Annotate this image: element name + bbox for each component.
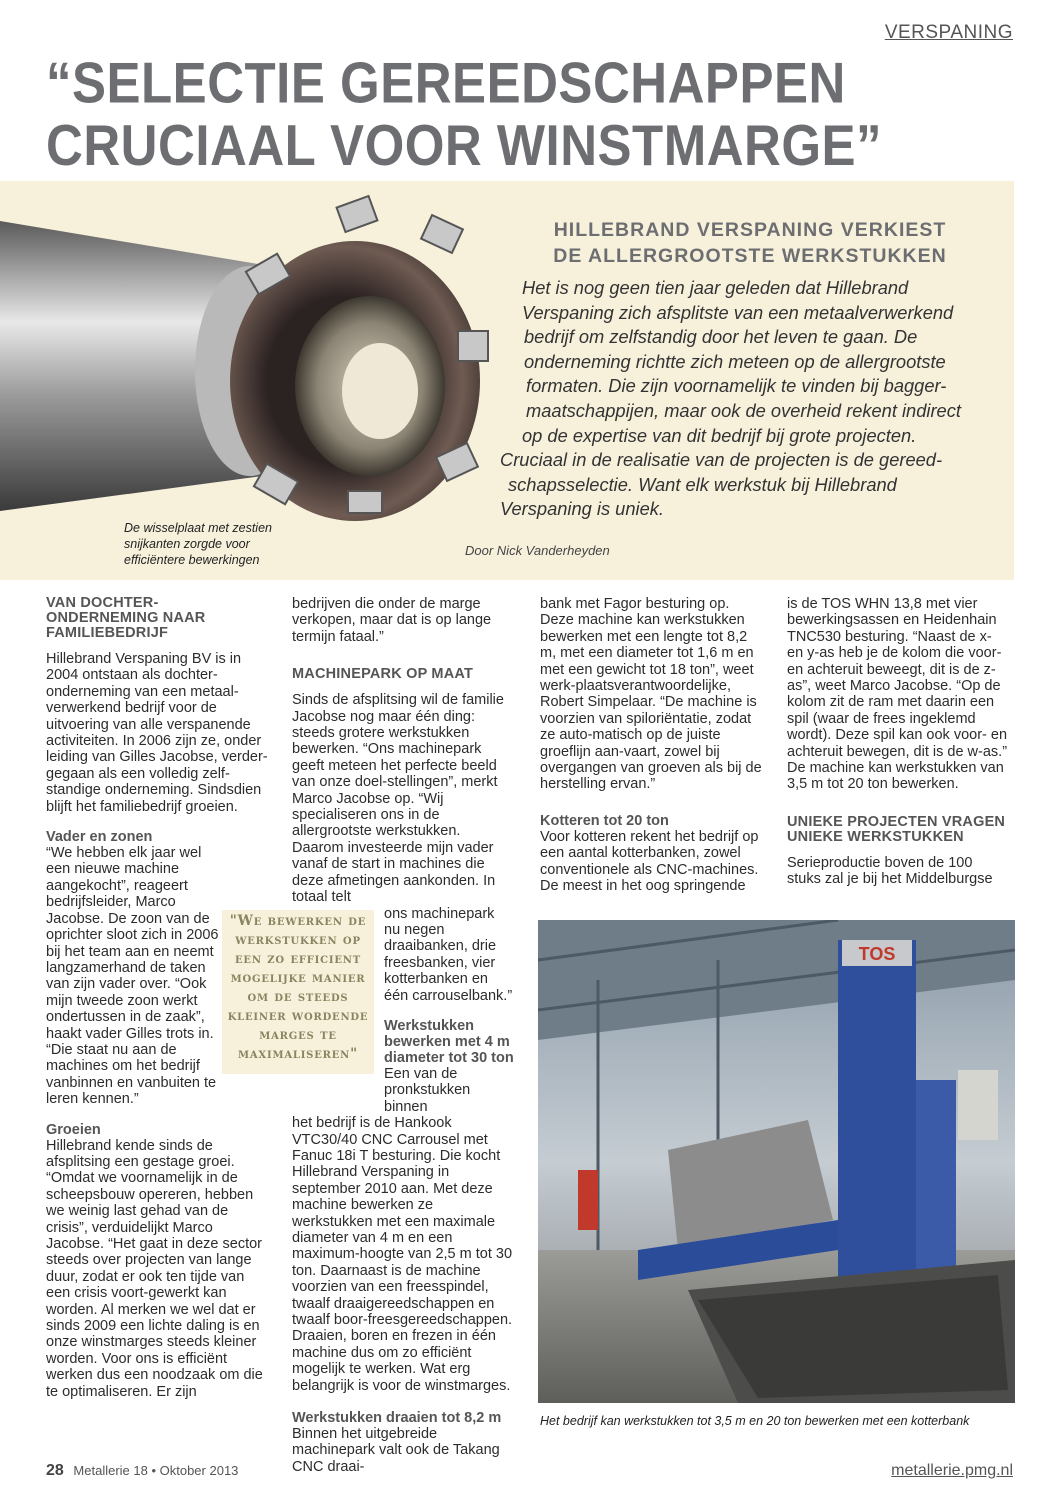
subheading: Werkstukken bewerken met 4 m diameter tot 30 ton bbox=[384, 1017, 514, 1066]
pull-quote-line: werkstukken op bbox=[235, 932, 361, 948]
paragraph: Hillebrand Verspaning BV is in 2004 ontstaan als dochter-onderneming van een metaal-verwerkend bedrijf voor de uitvoering van alle verspanende activiteiten. In 2006 zijn ze, onder leiding van Gilles Jacobse, verder-gegaan als een volledig zelf-standige onderneming. Sindsdien blijft het familiebedrijf groeien. bbox=[46, 651, 268, 815]
intro-heading-line-1: HILLEBRAND VERSPANING VERKIEST bbox=[553, 219, 947, 241]
paragraph: Voor kotteren rekent het bedrijf op een aantal kotterbanken, zowel conventionele als CNC-machines. De meest in het oog springende bbox=[540, 828, 759, 895]
paragraph: Binnen het uitgebreide machinepark valt ook de Takang CNC draai- bbox=[292, 1426, 500, 1475]
intro-line: onderneming richtte zich meteen op de allergrootste bbox=[524, 350, 946, 372]
paragraph: bank met Fagor besturing op. Deze machine kan werkstukken bewerken met een lengte tot 8,2 m, met een diameter tot 1,6 m en met een gewicht tot 18 ton”, weet werk-plaatsverantwoordelijke, Robert Simpelaar. “De machine is voorzien van spiloriëntatie, zodat ze auto-matisch op de juiste groeflijn aan-vaart, zowel bij overgangen van groeven als bij de herstelling ervan.” bbox=[540, 596, 762, 793]
pull-quote-line: mogelijke manier bbox=[230, 970, 366, 986]
page-number: 28 bbox=[46, 1462, 64, 1479]
intro-line: Het is nog geen tien jaar geleden dat Hillebrand bbox=[522, 277, 909, 298]
issue-info: Metallerie 18 • Oktober 2013 bbox=[73, 1463, 239, 1478]
paragraph: ons machinepark nu negen draaibanken, drie freesbanken, vier kotterbanken en één carrouselbank.” bbox=[384, 905, 513, 1004]
headline bbox=[46, 52, 1006, 177]
paragraph: bedrijven die onder de marge verkopen, maar dat is op lange termijn fataal.” bbox=[292, 596, 492, 645]
section-heading: VAN DOCHTER-ONDERNEMING NAAR FAMILIEBEDRIJF bbox=[46, 595, 206, 641]
subheading: Groeien bbox=[46, 1121, 101, 1138]
paragraph: “We hebben elk jaar wel een nieuwe machine aangekocht”, reageert bedrijfsleider, Marco Jacobse. De zoon van de oprichter sloot zich in 2006 bij het team aan en neemt langzamerhand de taken van zijn vader over. “Ook mijn tweede zoon werkt ondertussen in de zaak”, haakt vader Gilles trots in. “Die staat nu aan de machines om het bedrijf vanbinnen en vanbuiten te leren kennen.” bbox=[46, 845, 219, 1108]
paragraph: Serieproductie boven de 100 stuks zal je bij het Middelburgse bbox=[787, 854, 993, 888]
paragraph: is de TOS WHN 13,8 met vier bewerkingsassen en Heidenhain TNC530 besturing. “Naast de x- en y-as heb je de kolom die voor- en achteruit beweegt, dit is de z-as”, weet Marco Jacobse. “Op de kolom zit de ram met daarin een spil (waar de frees ingeklemd wordt). Deze spil kan ook voor- en achteruit bewegen, dit is de w-as.” De machine kan werkstukken van 3,5 m tot 20 ton bewerken. bbox=[787, 596, 1008, 793]
footer-left bbox=[46, 1462, 238, 1480]
column-4 bbox=[787, 596, 1009, 900]
machine-workshop-photo bbox=[538, 920, 1015, 1403]
byline: Door Nick Vanderheyden bbox=[465, 543, 610, 558]
subheading: Kotteren tot 20 ton bbox=[540, 812, 669, 829]
intro-heading-line-2: DE ALLERGROOTSTE WERKSTUKKEN bbox=[553, 245, 947, 267]
paragraph: Een van de pronkstukken binnen bbox=[384, 1065, 471, 1115]
section-heading: UNIEKE PROJECTEN VRAGEN UNIEKE WERKSTUKKEN bbox=[787, 813, 1006, 845]
hero-caption: De wisselplaat met zestien snijkanten zorgde voor efficiëntere bewerkingen bbox=[124, 521, 272, 567]
intro-line: maatschappijen, maar ook de overheid rekent indirect bbox=[526, 399, 961, 421]
column-3 bbox=[540, 596, 762, 907]
subheading: Vader en zonen bbox=[46, 829, 153, 846]
intro-lead bbox=[500, 276, 1000, 522]
pull-quote-line: om de steeds bbox=[247, 989, 349, 1005]
section-heading: MACHINEPARK OP MAAT bbox=[292, 666, 474, 683]
intro-line: bedrijf om zelfstandig door het leven te gaan. De bbox=[524, 326, 918, 348]
machine-brand-text: TOS bbox=[858, 944, 896, 964]
section-tag: VERSPANING bbox=[884, 22, 1013, 43]
website-link[interactable]: metallerie.pmg.nl bbox=[891, 1462, 1013, 1479]
intro-line: formaten. Die zijn voornamelijk te vinden bij bagger- bbox=[526, 375, 947, 397]
pull-quote-line: kleiner wordende bbox=[227, 1008, 369, 1024]
hero-milling-cutter-photo bbox=[0, 181, 500, 521]
headline-line-2: CRUCIAAL VOOR WINSTMARGE” bbox=[46, 113, 883, 178]
intro-line: Verspaning zich afsplitste van een metaalverwerkend bbox=[522, 301, 954, 323]
intro-line: schapsselectie. Want elk werkstuk bij Hillebrand bbox=[508, 473, 897, 495]
pull-quote-line: maximaliseren" bbox=[237, 1046, 358, 1062]
paragraph: Hillebrand kende sinds de afsplitsing een gestage groei. “Omdat we voornamelijk in de scheepsbouw opereren, hebben we weinig last gehad van de crisis”, verduidelijkt Marco Jacobse. “Het gaat in deze sector steeds over projecten van lange duur, zodat er ook ten tijde van een crisis voort-gewerkt kan worden. Al merken we wel dat er sinds 2009 een lichte daling is en onze winstmarges steeds kleiner worden. Voor ons is efficiënt werken dus een noodzaak om die te optimaliseren. Er zijn bbox=[46, 1137, 263, 1400]
pull-quote-line: een zo efficient bbox=[234, 951, 361, 967]
paragraph: het bedrijf is de Hankook VTC30/40 CNC Carrousel met Fanuc 18i T besturing. Die kocht Hillebrand Verspaning in september 2010 aan. Met deze machine bewerken ze werkstukken met een maximale diameter van 4 m en een maximum-hoogte van 2,5 m tot 30 ton. Daarnaast is de machine voorzien van een freesspindel, twaalf draaigereedschappen en twaalf boor-freesgereedschappen. Draaien, boren en frezen in één machine dus om zo efficiënt mogelijk te werken. Wat erg belangrijk is voor de winstmarges. bbox=[292, 1115, 513, 1394]
paragraph: Sinds de afsplitsing wil de familie Jacobse nog maar één ding: steeds grotere werkstukken bewerken. “Ons machinepark geeft meteen het perfecte beeld van onze doel-stellingen”, merkt Marco Jacobse op. “Wij specialiseren ons in de allergrootste werkstukken. Daarom investeerde mijn vader vanaf de start in machines die deze afmetingen aankonden. In totaal telt bbox=[292, 692, 504, 906]
subheading: Werkstukken draaien tot 8,2 m bbox=[292, 1410, 502, 1427]
headline-line-1: “SELECTIE GEREEDSCHAPPEN bbox=[46, 50, 846, 115]
pull-quote-line: "We bewerken de bbox=[229, 913, 367, 929]
intro-line: Cruciaal in de realisatie van de projecten is de gereed- bbox=[500, 449, 943, 471]
intro-line: Verspaning is uniek. bbox=[500, 498, 664, 520]
intro-heading bbox=[540, 217, 960, 269]
intro-line: op de expertise van dit bedrijf bij grote projecten. bbox=[522, 424, 917, 446]
machine-caption: Het bedrijf kan werkstukken tot 3,5 m en 20 ton bewerken met een kotterbank bbox=[540, 1414, 970, 1428]
pull-quote-line: marges te bbox=[259, 1027, 337, 1043]
pull-quote bbox=[222, 910, 374, 1074]
